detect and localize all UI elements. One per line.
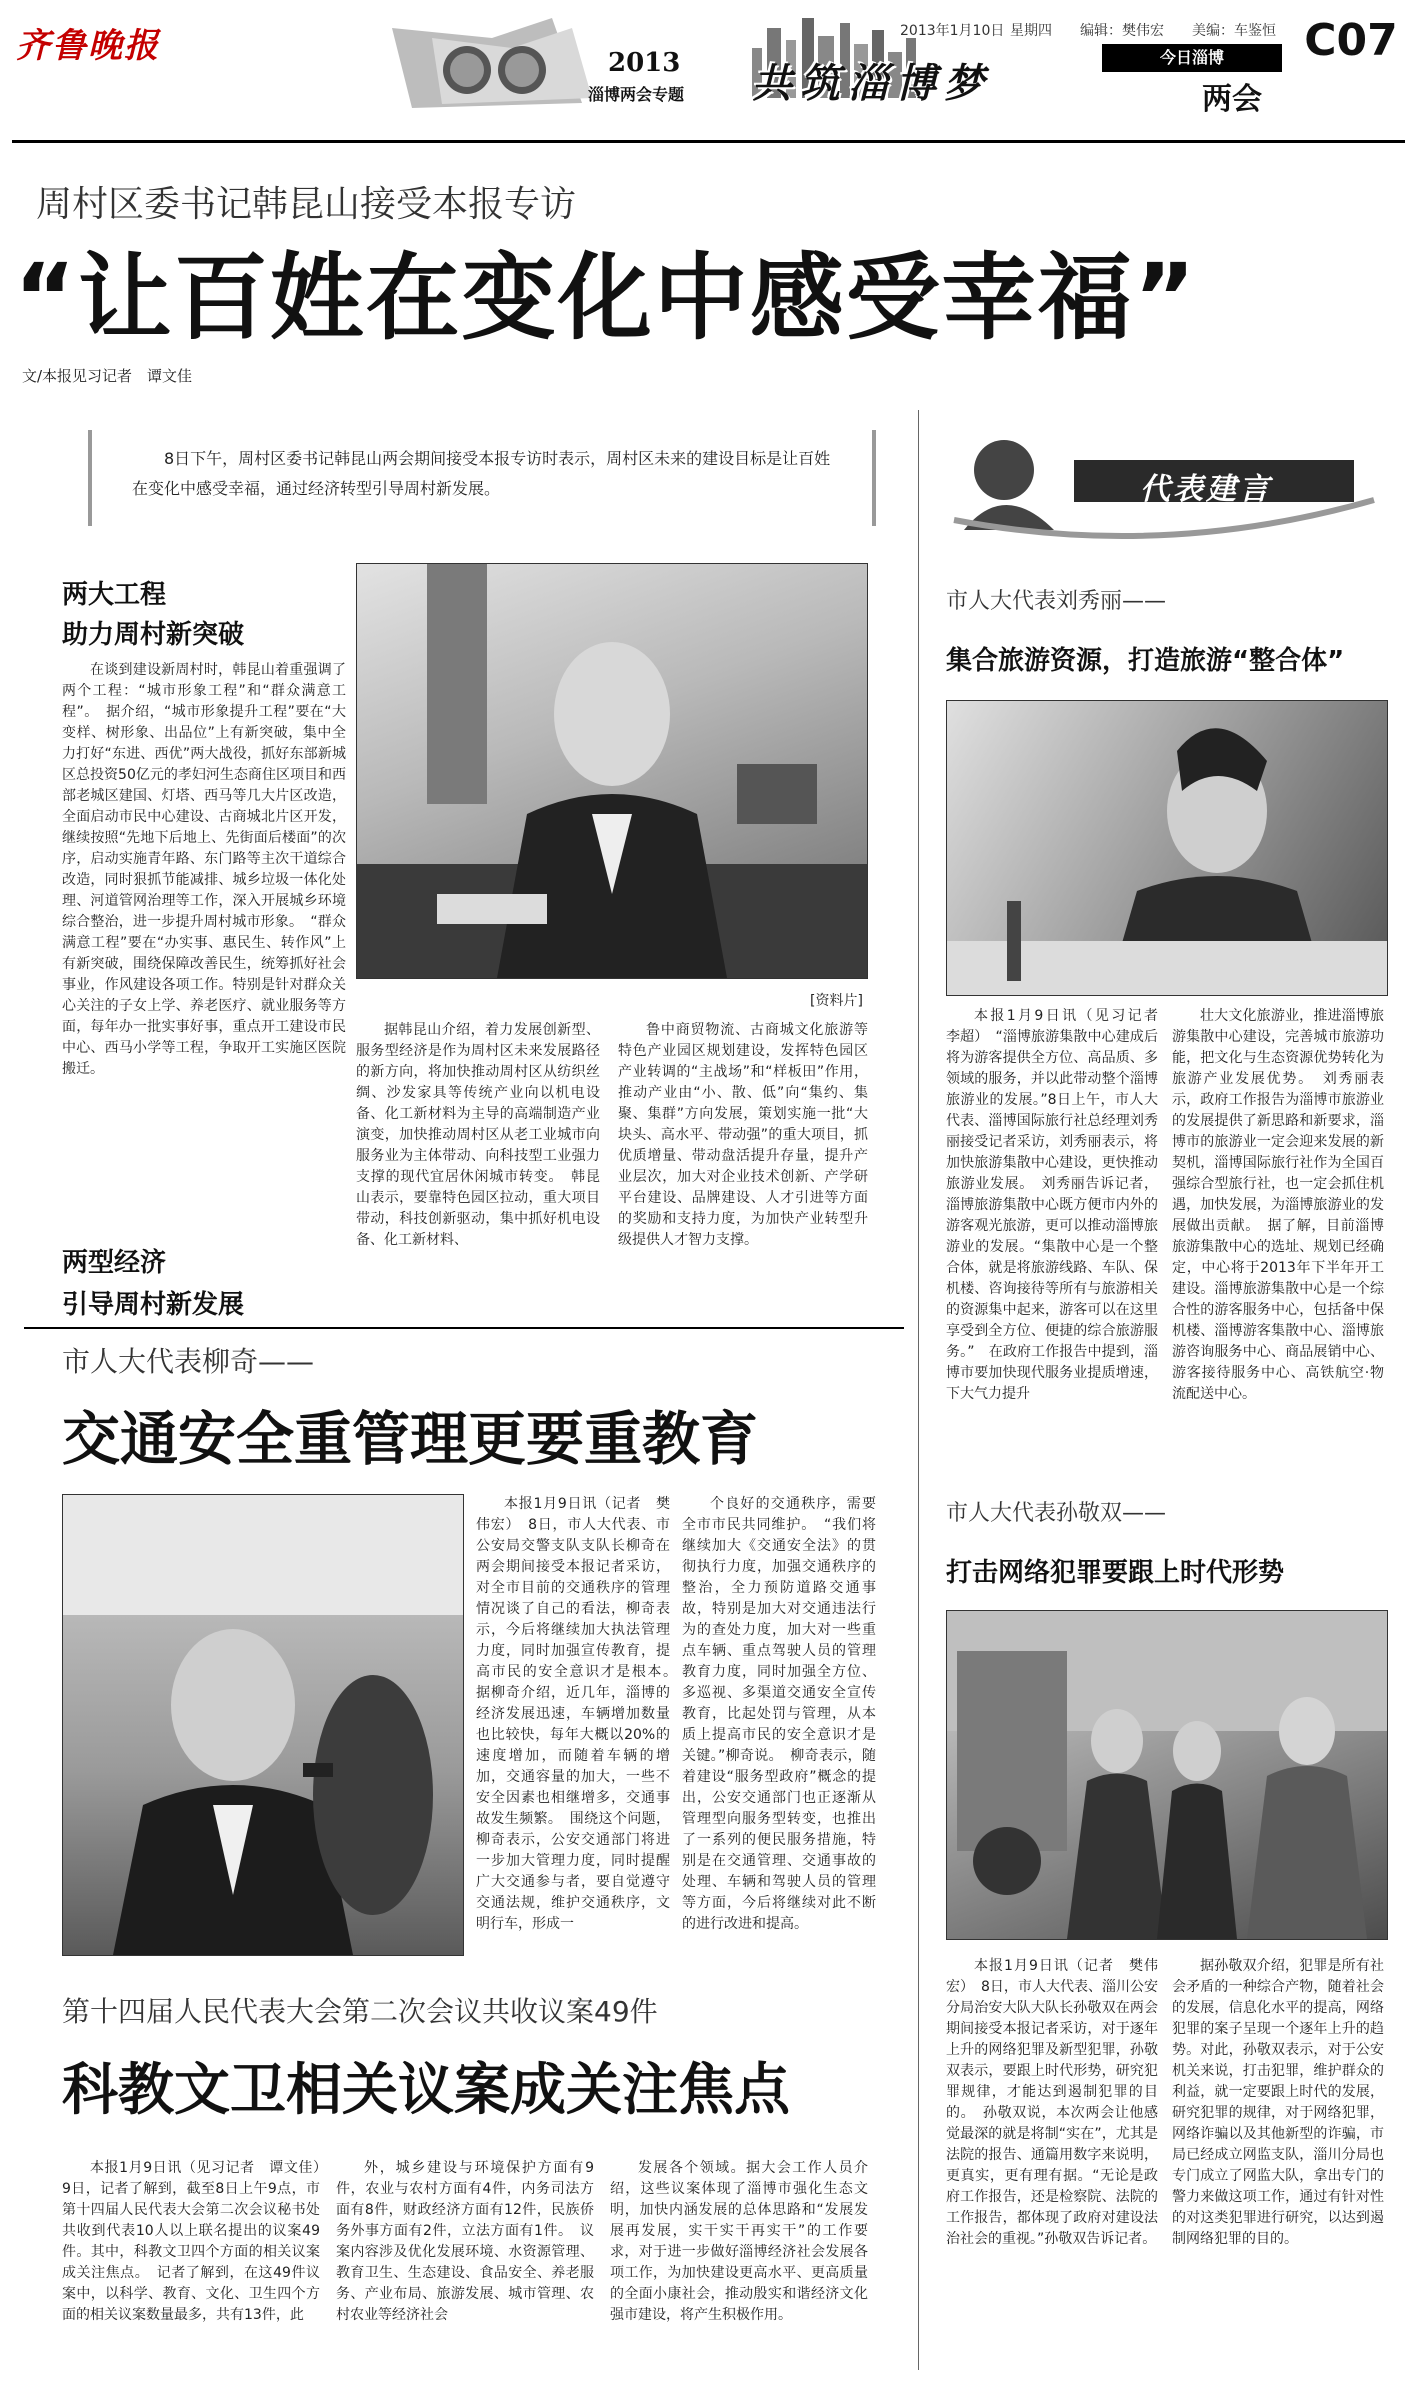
portrait-figure	[357, 564, 867, 978]
lead-sub2-line1: 两型经济	[62, 1248, 167, 1278]
traffic-kicker: 市人大代表柳奇——	[62, 1345, 315, 1378]
bill-col2-text: 外，城乡建设与环境保护方面有9件，农业与农村方面有4件，内务司法方面有8件，财政经济方面有12件，民族侨务外事方面有2件，立法方面有1件。 议案内容涉及优化发展环境、水资源管理、教育卫生、生态建设、食品安全、养老服务、产业布局、旅游发展、城市管理、农村农业等经济社会	[336, 2160, 594, 2323]
page-number: C07	[1304, 15, 1398, 66]
bill-kicker: 第十四届人民代表大会第二次会议共收议案49件	[62, 1995, 658, 2028]
bill-col1-text: 本报1月9日讯（见习记者 谭文佳） 9日，记者了解到，截至8日上午9点，市第十四届人民代表大会第二次会议秘书处共收到代表10人以上联名提出的议案49件。其中，科教文卫四个方面的相关议案成关注焦点。 记者了解到，在这49件议案中，以科学、教育、文化、卫生四个方面的相关议案数量最多，共有13件，此	[62, 2160, 334, 2323]
lead-sub1-line1: 两大工程	[62, 580, 167, 610]
issue-weekday: 星期四	[1010, 23, 1052, 39]
lead-col2-text: 据韩昆山介绍，着力发展创新型、服务型经济是作为周村区未来发展路径的新方向，将加快推动周村区从纺织丝绸、沙发家具等传统产业向以机电设备、化工新材料为主导的高端制造产业演变，加快推动周村区从老工业城市向服务业为主体带动、向科技型工业强力支撑的现代宜居休闲城市转变。 韩昆山表示，要靠特色园区拉动，重大项目带动，科技创新驱动，集中抓好机电设备、化工新材料、	[356, 1022, 600, 1248]
lead-sub1-line2: 助力周村新突破	[62, 620, 245, 650]
bill-col3-text: 发展各个领域。据大会工作人员介绍，这些议案体现了淄博市强化生态文明，加快内涵发展的总体思路和“发展发展再发展，实干实干再实干”的工作要求，对于进一步做好淄博经济社会发展各项工作，为加快建设更高水平、更高质量的全面小康社会，推动殷实和谐经济文化强市建设，将产生积极作用。	[610, 2160, 868, 2323]
masthead	[0, 0, 1417, 140]
liu-headline: 集合旅游资源，打造旅游“整合体”	[946, 646, 1345, 676]
banner-subtitle: 淄博两会专题	[588, 85, 685, 104]
section-name: 两会	[1202, 82, 1262, 117]
traffic-photo	[62, 1494, 464, 1956]
divider-vertical	[918, 410, 919, 2370]
editor-credit: 编辑：樊伟宏	[1080, 23, 1164, 39]
issue-date: 2013年1月10日	[900, 23, 1005, 39]
masthead-rule	[12, 140, 1405, 143]
sun-col2-text: 据孙敬双介绍，犯罪是所有社会矛盾的一种综合产物，随着社会的发展，信息化水平的提高，网络犯罪的案子呈现一个逐年上升的趋势。对此，孙敬双表示，对于公安机关来说，打击犯罪，维护群众的利益，就一定要跟上时代的发展，研究犯罪的规律，对于网络犯罪，网络诈骗以及其他新型的诈骗，市局已经成立网监支队，淄川分局也专门成立了网监大队，拿出专门的警力来做这项工作，通过有针对性的对这类犯罪进行研究，以达到遏制网络犯罪的目的。	[1172, 1958, 1384, 2247]
traffic-col1-text: 本报1月9日讯（记者 樊伟宏） 8日，市人大代表、市公安局交警支队支队长柳奇在两会期间接受本报记者采访，对全市目前的交通秩序的管理情况谈了自己的看法，柳奇表示，今后将继续加大执法管理力度，同时加强宣传教育，提高市民的安全意识才是根本。 据柳奇介绍，近几年，淄博的经济发展迅速，车辆增加数量也比较快，每年大概以20%的速度增加，而随着车辆的增加，交通容量的加大，一些不安全因素也相继增多，交通事故发生频繁。 围绕这个问题，柳奇表示，公安交通部门将进一步加大管理力度，同时提醒广大交通参与者，要自觉遵守交通法规，维护交通秩序，文明行车，形成一	[476, 1496, 684, 1932]
lead-sub2-line2: 引导周村新发展	[62, 1290, 245, 1320]
lead-photo-credit: [资料片]	[810, 993, 863, 1009]
sun-headline: 打击网络犯罪要跟上时代形势	[946, 1558, 1285, 1588]
paper-logo: 齐鲁晚报	[16, 26, 160, 66]
banner-slogan: 共筑淄博梦	[752, 60, 992, 107]
lead-kicker: 周村区委书记韩昆山接受本报专访	[36, 184, 577, 225]
lead-headline: “让百姓在变化中感受幸福”	[14, 244, 1198, 353]
art-editor-credit: 美编：车鉴恒	[1192, 23, 1276, 39]
lead-summary-box	[88, 430, 876, 526]
divider-lead-bottom	[24, 1327, 904, 1329]
lead-photo	[356, 563, 868, 979]
lead-byline: 文/本报见习记者 谭文佳	[22, 367, 193, 385]
traffic-headline: 交通安全重管理更要重教育	[62, 1405, 759, 1473]
lead-summary: 8日下午，周村区委书记韩昆山两会期间接受本报专访时表示，周村区未来的建设目标是让百姓在变化中感受幸福，通过经济转型引导周村新发展。	[132, 449, 831, 498]
inspection-scene	[947, 1611, 1387, 1939]
bill-headline: 科教文卫相关议案成关注焦点	[62, 2058, 790, 2123]
lead-col1-text: 在谈到建设新周村时，韩昆山着重强调了两个工程：“城市形象工程”和“群众满意工程”。 据介绍，“城市形象提升工程”要在“大变样、树形象、出品位”上有新突破，集中全力打好“东进、西优”两大战役，抓好东部新城区总投资50亿元的孝妇河生态商住区项目和西部老城区建国、灯塔、西马等几大片区改造，全面启动市民中心建设、古商城北片区开发，继续按照“先地下后地上、先街面后楼面”的次序，启动实施青年路、东门路等主次干道综合改造，同时狠抓节能减排、城乡垃圾一体化处理、河道管网治理等工作，深入开展城乡环境综合整治，进一步提升周村城市形象。 “群众满意工程”要在“办实事、惠民生、转作风”上有新突破，围绕保障改善民生，统筹抓好社会事业，作风建设各项工作。特别是针对群众关心关注的子女上学、养老医疗、就业服务等方面，每年办一批实事好事，重点开工建设市民中心、西马小学等工程，争取开工实施区医院搬迁。	[62, 662, 346, 1077]
sun-kicker: 市人大代表孙敬双——	[946, 1501, 1167, 1526]
sidebar-banner-title: 代表建言	[1140, 472, 1272, 507]
sun-col1-text: 本报1月9日讯（记者 樊伟宏） 8日，市人大代表、淄川公安分局治安大队大队长孙敬双在两会期间接受本报记者采访，对于逐年上升的网络犯罪及新型犯罪，孙敬双表示，要跟上时代形势，研究犯罪规律，才能达到遏制犯罪的目的。 孙敬双说，本次两会让他感觉最深的就是将制“实在”，尤其是法院的报告、通篇用数字来说明，更真实，更有理有据。“无论是政府工作报告，还是检察院、法院的工作报告，都体现了政府对建设法治社会的重视。”孙敬双告诉记者。	[946, 1958, 1158, 2247]
delegate-figure	[947, 701, 1387, 995]
liu-col2-text: 壮大文化旅游业，推进淄博旅游集散中心建设，完善城市旅游功能，把文化与生态资源优势转化为旅游产业发展优势。 刘秀丽表示，政府工作报告为淄博市旅游业的发展提供了新思路和新要求，淄博市的旅游业一定会迎来发展的新契机，淄博国际旅行社作为全国百强综合型旅行社，也一定会抓住机遇，加快发展，为淄博旅游业的发展做出贡献。 据了解，目前淄博旅游集散中心的选址、规划已经确定，中心将于2013年下半年开工建设。淄博旅游集散中心是一个综合性的游客服务中心，包括备中保机楼、淄博游客集散中心、淄博旅游咨询服务中心、商品展销中心、游客接待服务中心、高铁航空·物流配送中心。	[1172, 1008, 1384, 1402]
interview-figure	[63, 1495, 463, 1955]
section-tag: 今日淄博	[1102, 44, 1282, 72]
liu-col1-text: 本报1月9日讯（见习记者 李超） “淄博旅游集散中心建成后将为游客提供全方位、高品质、多领域的服务，并以此带动整个淄博旅游业的发展。”8日上午，市人大代表、淄博国际旅行社总经理刘秀丽接受记者采访，刘秀丽表示，将加快旅游集散中心建设，更快推动旅游业发展。 刘秀丽告诉记者，淄博旅游集散中心既方便市内外的游客观光旅游，更可以推动淄博旅游业的发展。“集散中心是一个整合体，就是将旅游线路、车队、保机楼、咨询接待等所有与旅游相关的资源集中起来，游客可以在这里享受到全方位、便捷的综合旅游服务。” 在政府工作报告中提到，淄博市要加快现代服务业提质增速，下大气力提升	[946, 1008, 1172, 1402]
banner-year: 2013	[608, 48, 681, 78]
lead-col3-text: 鲁中商贸物流、古商城文化旅游等特色产业园区规划建设，发挥特色园区产业转调的“主战场”和“样板田”作用，推动产业由“小、散、低”向“集约、集聚、集群”方向发展，策划实施一批“大块头、高水平、带动强”的重大项目，抓优质增量、带动盘活提升存量，提升产业层次，加大对企业技术创新、产学研平台建设、品牌建设、人才引进等方面的奖励和支持力度，为加快产业转型升级提供人才智力支撑。	[618, 1022, 868, 1248]
liu-kicker: 市人大代表刘秀丽——	[946, 589, 1167, 614]
liu-photo	[946, 700, 1388, 996]
sidebar-banner	[944, 420, 1384, 540]
sun-photo	[946, 1610, 1388, 1940]
traffic-col2-text: 个良好的交通秩序，需要全市市民共同维护。 “我们将继续加大《交通安全法》的贯彻执行力度，加强交通秩序的整治，全力预防道路交通事故，特别是加大对交通违法行为的查处力度，加大对一些重点车辆、重点驾驶人员的管理教育力度，同时加强全方位、多巡视、多渠道交通安全宣传教育，比起处罚与管理，从本质上提高市民的安全意识才是关键。”柳奇说。 柳奇表示，随着建设“服务型政府”概念的提出，公安交通部门也正逐渐从管理型向服务型转变，也推出了一系列的便民服务措施，特别是在交通管理、交通事故的处理、车辆和驾驶人员的管理等方面，今后将继续对此不断的进行改进和提高。	[682, 1496, 876, 1932]
